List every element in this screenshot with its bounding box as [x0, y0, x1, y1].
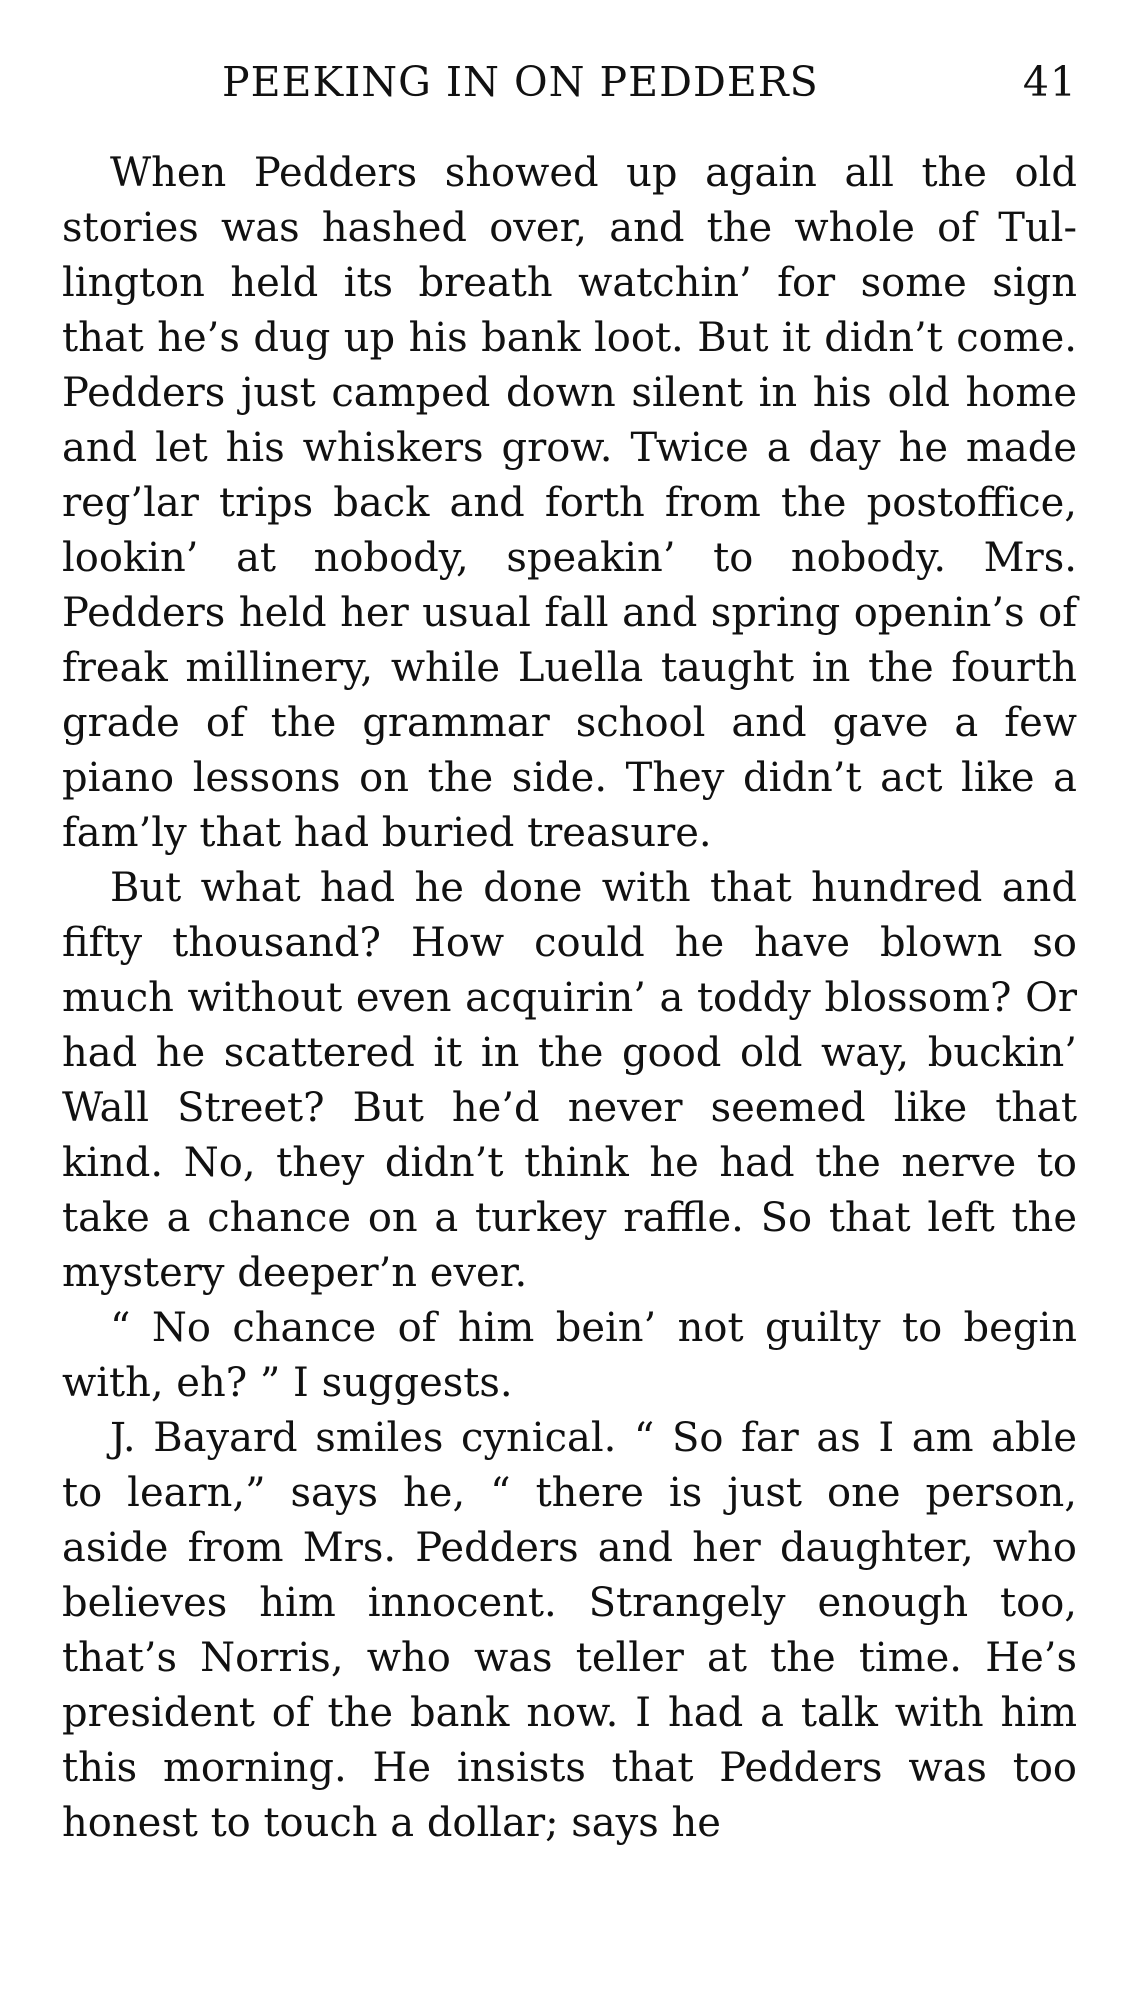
paragraph-bayard-reply: J. Bayard smiles cynical. “ So far as I am able to learn,” says he, “ there is just one person, aside from Mrs. Pedders and her daughter, who believes him innocent. Strangely enough too, that’s Norris, who was teller at the time. He’s president of the bank now. I had a talk with him this morning. He insists that Pedders was too honest to touch a dollar; says he — [62, 1415, 1077, 1846]
running-header — [62, 58, 1077, 118]
page-number: 41 — [1022, 58, 1077, 106]
running-title: PEEKING IN ON PEDDERS — [222, 58, 819, 106]
body-text — [62, 146, 1077, 1851]
paragraph-suggestion: “ No chance of him bein’ not guilty to begin with, eh? ” I suggests. — [62, 1305, 1077, 1406]
paragraph-mystery: But what had he done with that hundred and fifty thousand? How could he have blown so much without even acquirin’ a toddy blossom? Or had he scattered it in the good old way, buckin’ Wall Street? But he’d never seemed like that kind. No, they didn’t think he had the nerve to take a chance on a turkey raffle. So that left the mystery deeper’n ever. — [62, 865, 1077, 1296]
paragraph-pedders-return: When Pedders showed up again all the old stories was hashed over, and the whole of Tullington held its breath watchin’ for some sign that he’s dug up his bank loot. But it didn’t come. Pedders just camped down silent in his old home and let his whiskers grow. Twice a day he made reg’lar trips back and forth from the postoffice, lookin’ at nobody, speakin’ to nobody. Mrs. Pedders held her usual fall and spring openin’s of freak millinery, while Luella taught in the fourth grade of the grammar school and gave a few piano lessons on the side. They didn’t act like a fam’ly that had buried treasure. — [62, 150, 1077, 856]
book-page — [62, 58, 1077, 1851]
